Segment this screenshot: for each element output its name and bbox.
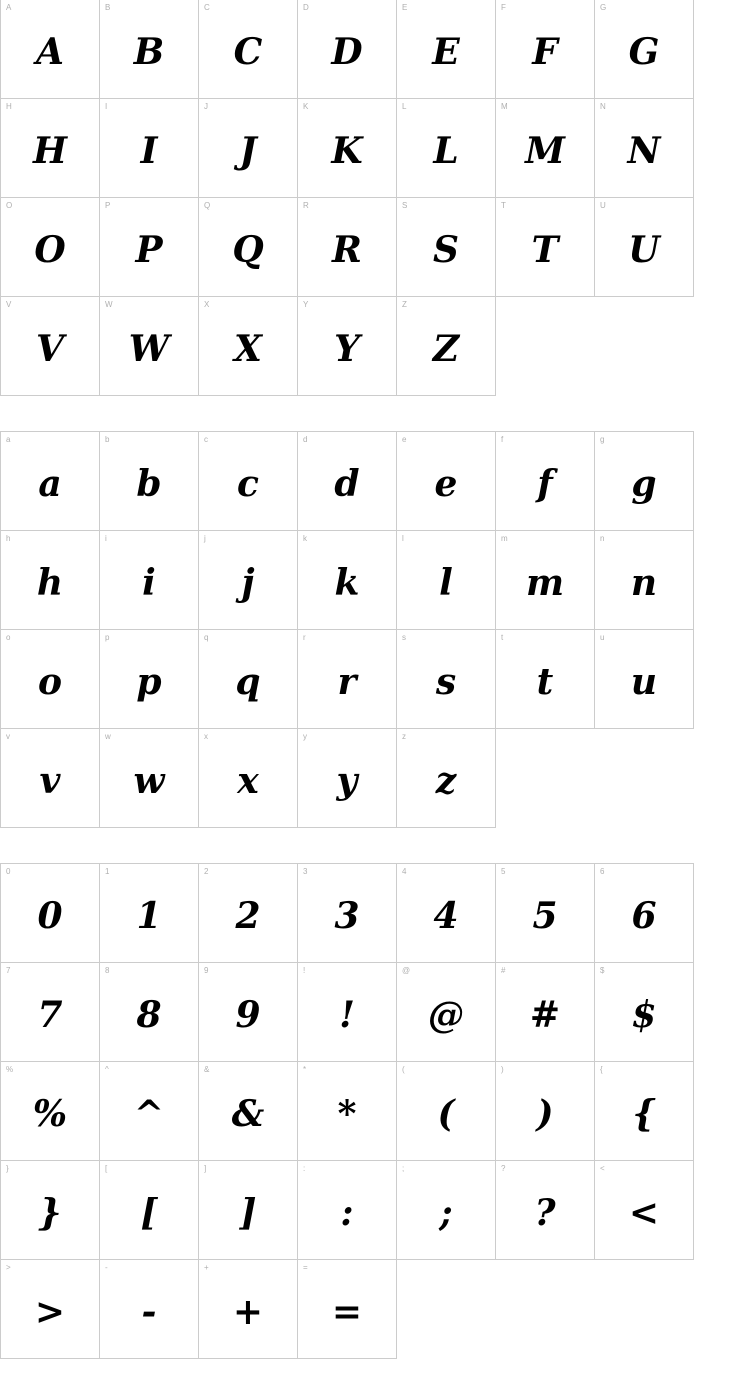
glyph-cell[interactable] bbox=[99, 1160, 199, 1260]
glyph-char-label: 1 bbox=[105, 867, 110, 876]
glyph-sample: - bbox=[141, 1291, 157, 1333]
glyph-char-label: y bbox=[303, 732, 307, 741]
glyph-cell[interactable] bbox=[0, 431, 100, 531]
glyph-sample: 3 bbox=[334, 895, 360, 937]
glyph-sample: # bbox=[529, 994, 561, 1036]
glyph-char-label: U bbox=[600, 201, 606, 210]
glyph-cell[interactable] bbox=[198, 1061, 298, 1161]
glyph-char-label: r bbox=[303, 633, 306, 642]
glyph-char-label: E bbox=[402, 3, 408, 12]
glyph-cell[interactable] bbox=[0, 197, 100, 297]
glyph-sample: } bbox=[38, 1192, 62, 1234]
glyph-char-label: v bbox=[6, 732, 10, 741]
glyph-char-label: S bbox=[402, 201, 408, 210]
glyph-sample: * bbox=[337, 1093, 357, 1135]
glyph-char-label: c bbox=[204, 435, 208, 444]
glyph-sample: f bbox=[537, 463, 553, 505]
glyph-sample: t bbox=[536, 661, 554, 703]
glyph-char-label: d bbox=[303, 435, 308, 444]
glyph-cell[interactable] bbox=[198, 728, 298, 828]
glyph-char-label: I bbox=[105, 102, 108, 111]
glyph-cell[interactable] bbox=[495, 1160, 595, 1260]
glyph-char-label: ( bbox=[402, 1065, 405, 1074]
glyph-char-label: W bbox=[105, 300, 113, 309]
glyph-cell[interactable] bbox=[198, 863, 298, 963]
glyph-sample: W bbox=[128, 328, 170, 370]
glyph-char-label: $ bbox=[600, 966, 605, 975]
glyph-row bbox=[0, 629, 740, 729]
glyph-cell[interactable] bbox=[0, 962, 100, 1062]
glyph-cell[interactable] bbox=[198, 1160, 298, 1260]
glyph-char-label: Y bbox=[303, 300, 309, 309]
glyph-sample: m bbox=[525, 562, 565, 604]
glyph-sample: S bbox=[433, 229, 459, 271]
glyph-row bbox=[0, 1061, 740, 1161]
glyph-sample: J bbox=[239, 130, 257, 172]
glyph-sample: K bbox=[331, 130, 363, 172]
glyph-char-label: > bbox=[6, 1263, 11, 1272]
glyph-sample: Z bbox=[432, 328, 460, 370]
glyph-cell[interactable] bbox=[396, 1061, 496, 1161]
glyph-cell[interactable] bbox=[297, 296, 397, 396]
glyph-row bbox=[0, 962, 740, 1062]
glyph-char-label: & bbox=[204, 1065, 210, 1074]
glyph-char-label: m bbox=[501, 534, 508, 543]
glyph-sample: n bbox=[630, 562, 658, 604]
glyph-cell[interactable] bbox=[297, 1061, 397, 1161]
glyph-cell[interactable] bbox=[396, 431, 496, 531]
glyph-sample: 5 bbox=[532, 895, 558, 937]
glyph-char-label: H bbox=[6, 102, 12, 111]
glyph-sample: ^ bbox=[133, 1093, 165, 1135]
glyph-char-label: u bbox=[600, 633, 605, 642]
glyph-row bbox=[0, 530, 740, 630]
glyph-sample: @ bbox=[428, 994, 464, 1036]
glyph-sample: L bbox=[433, 130, 459, 172]
glyph-cell[interactable] bbox=[198, 431, 298, 531]
glyph-char-label: t bbox=[501, 633, 504, 642]
glyph-char-label: R bbox=[303, 201, 309, 210]
glyph-char-label: = bbox=[303, 1263, 308, 1272]
glyph-cell[interactable] bbox=[594, 0, 694, 99]
glyph-cell[interactable] bbox=[198, 0, 298, 99]
glyph-char-label: 5 bbox=[501, 867, 506, 876]
glyph-cell[interactable] bbox=[396, 98, 496, 198]
glyph-char-label: o bbox=[6, 633, 11, 642]
glyph-cell[interactable] bbox=[198, 1259, 298, 1359]
glyph-char-label: 8 bbox=[105, 966, 110, 975]
glyph-sample: k bbox=[334, 562, 360, 604]
glyph-block-uppercase bbox=[0, 0, 740, 396]
glyph-cell[interactable] bbox=[198, 962, 298, 1062]
glyph-cell-empty bbox=[594, 728, 694, 828]
glyph-cell-empty bbox=[594, 296, 694, 396]
glyph-row bbox=[0, 863, 740, 963]
glyph-cell[interactable] bbox=[0, 1160, 100, 1260]
glyph-sample: r bbox=[337, 661, 357, 703]
glyph-char-label: # bbox=[501, 966, 506, 975]
glyph-sample: H bbox=[32, 130, 67, 172]
glyph-cell[interactable] bbox=[99, 1259, 199, 1359]
glyph-char-label: ; bbox=[402, 1164, 405, 1173]
glyph-cell[interactable] bbox=[495, 1061, 595, 1161]
glyph-sample: l bbox=[439, 562, 453, 604]
glyph-sample: ! bbox=[339, 994, 355, 1036]
glyph-cell[interactable] bbox=[495, 863, 595, 963]
glyph-cell[interactable] bbox=[297, 431, 397, 531]
glyph-cell[interactable] bbox=[297, 863, 397, 963]
glyph-char-label: z bbox=[402, 732, 406, 741]
glyph-cell[interactable] bbox=[297, 98, 397, 198]
glyph-sample: I bbox=[140, 130, 158, 172]
glyph-cell[interactable] bbox=[396, 629, 496, 729]
glyph-char-label: l bbox=[402, 534, 404, 543]
glyph-sample: d bbox=[334, 463, 360, 505]
glyph-cell[interactable] bbox=[495, 629, 595, 729]
glyph-sample: V bbox=[36, 328, 64, 370]
glyph-char-label: ? bbox=[501, 1164, 506, 1173]
glyph-sample: b bbox=[136, 463, 162, 505]
glyph-char-label: 4 bbox=[402, 867, 407, 876]
glyph-cell-empty bbox=[396, 1259, 496, 1359]
glyph-cell[interactable] bbox=[594, 863, 694, 963]
glyph-sample: q bbox=[235, 661, 261, 703]
glyph-char-label: M bbox=[501, 102, 508, 111]
glyph-char-label: - bbox=[105, 1263, 108, 1272]
glyph-sample: T bbox=[531, 229, 559, 271]
glyph-cell[interactable] bbox=[396, 962, 496, 1062]
glyph-sample: N bbox=[627, 130, 661, 172]
glyph-char-label: K bbox=[303, 102, 309, 111]
glyph-char-label: } bbox=[6, 1164, 9, 1173]
glyph-char-label: P bbox=[105, 201, 111, 210]
glyph-char-label: N bbox=[600, 102, 606, 111]
glyph-sample: u bbox=[630, 661, 658, 703]
glyph-sample: & bbox=[231, 1093, 265, 1135]
glyph-sample: v bbox=[39, 760, 61, 802]
glyph-sample: p bbox=[136, 661, 162, 703]
glyph-sample: o bbox=[37, 661, 62, 703]
glyph-cell[interactable] bbox=[396, 530, 496, 630]
glyph-cell[interactable] bbox=[198, 296, 298, 396]
glyph-char-label: [ bbox=[105, 1164, 108, 1173]
glyph-sample: ) bbox=[536, 1093, 554, 1135]
glyph-char-label: % bbox=[6, 1065, 14, 1074]
glyph-cell[interactable] bbox=[99, 98, 199, 198]
glyph-char-label: b bbox=[105, 435, 110, 444]
glyph-sample: C bbox=[233, 31, 263, 73]
glyph-sample: j bbox=[241, 562, 255, 604]
glyph-char-label: ! bbox=[303, 966, 306, 975]
glyph-cell[interactable] bbox=[297, 0, 397, 99]
glyph-char-label: j bbox=[204, 534, 206, 543]
glyph-cell[interactable] bbox=[396, 0, 496, 99]
glyph-sample: 6 bbox=[631, 895, 657, 937]
glyph-cell[interactable] bbox=[99, 197, 199, 297]
glyph-sample: M bbox=[525, 130, 565, 172]
glyph-char-label: Z bbox=[402, 300, 407, 309]
block-spacer bbox=[0, 828, 740, 864]
glyph-cell[interactable] bbox=[594, 98, 694, 198]
glyph-sample: E bbox=[432, 31, 460, 73]
glyph-char-label: f bbox=[501, 435, 504, 444]
glyph-cell-empty bbox=[594, 1259, 694, 1359]
glyph-sample: 2 bbox=[235, 895, 261, 937]
glyph-cell[interactable] bbox=[297, 530, 397, 630]
glyph-sample: X bbox=[234, 328, 262, 370]
glyph-cell[interactable] bbox=[99, 431, 199, 531]
glyph-row bbox=[0, 1259, 740, 1359]
glyph-char-label: G bbox=[600, 3, 607, 12]
glyph-char-label: e bbox=[402, 435, 407, 444]
glyph-sample: g bbox=[631, 463, 657, 505]
glyph-cell[interactable] bbox=[198, 629, 298, 729]
glyph-cell[interactable] bbox=[594, 1061, 694, 1161]
glyph-cell[interactable] bbox=[495, 0, 595, 99]
glyph-row bbox=[0, 296, 740, 396]
glyph-char-label: C bbox=[204, 3, 210, 12]
glyph-char-label: ) bbox=[501, 1065, 504, 1074]
glyph-row bbox=[0, 0, 740, 99]
glyph-sample: D bbox=[331, 31, 363, 73]
glyph-cell[interactable] bbox=[198, 98, 298, 198]
glyph-char-label: 7 bbox=[6, 966, 11, 975]
glyph-cell[interactable] bbox=[99, 962, 199, 1062]
glyph-cell[interactable] bbox=[594, 1160, 694, 1260]
glyph-cell[interactable] bbox=[99, 0, 199, 99]
glyph-cell[interactable] bbox=[396, 1160, 496, 1260]
glyph-row bbox=[0, 98, 740, 198]
glyph-cell[interactable] bbox=[0, 98, 100, 198]
glyph-sample: F bbox=[532, 31, 558, 73]
glyph-sample: G bbox=[628, 31, 660, 73]
glyph-cell-empty bbox=[495, 296, 595, 396]
glyph-sample: Q bbox=[232, 229, 264, 271]
glyph-char-label: { bbox=[600, 1065, 603, 1074]
glyph-cell[interactable] bbox=[594, 962, 694, 1062]
glyph-char-label: g bbox=[600, 435, 605, 444]
glyph-sample: Y bbox=[334, 328, 360, 370]
glyph-char-label: B bbox=[105, 3, 111, 12]
glyph-char-label: x bbox=[204, 732, 208, 741]
glyph-cell[interactable] bbox=[297, 629, 397, 729]
glyph-sample: : bbox=[340, 1192, 354, 1234]
glyph-char-label: n bbox=[600, 534, 605, 543]
glyph-cell[interactable] bbox=[495, 530, 595, 630]
glyph-sample: 1 bbox=[136, 895, 162, 937]
glyph-char-label: : bbox=[303, 1164, 306, 1173]
glyph-char-label: D bbox=[303, 3, 309, 12]
glyph-cell[interactable] bbox=[594, 629, 694, 729]
glyph-sample: e bbox=[434, 463, 458, 505]
glyph-char-label: h bbox=[6, 534, 11, 543]
glyph-sample: ; bbox=[439, 1192, 453, 1234]
glyph-sample: a bbox=[38, 463, 62, 505]
glyph-char-label: < bbox=[600, 1164, 605, 1173]
glyph-char-label: w bbox=[105, 732, 111, 741]
glyph-sample: s bbox=[435, 661, 457, 703]
glyph-sample: 9 bbox=[235, 994, 261, 1036]
glyph-sample: h bbox=[36, 562, 64, 604]
glyph-sample: c bbox=[237, 463, 259, 505]
glyph-char-label: s bbox=[402, 633, 406, 642]
glyph-char-label: ^ bbox=[105, 1065, 109, 1074]
glyph-sample: % bbox=[32, 1093, 68, 1135]
glyph-cell[interactable] bbox=[594, 431, 694, 531]
glyph-cell[interactable] bbox=[99, 1061, 199, 1161]
glyph-sample: [ bbox=[140, 1192, 158, 1234]
glyph-sample: B bbox=[133, 31, 165, 73]
glyph-cell-empty bbox=[495, 728, 595, 828]
glyph-sample: = bbox=[331, 1291, 363, 1333]
glyph-char-label: q bbox=[204, 633, 209, 642]
glyph-cell[interactable] bbox=[99, 629, 199, 729]
block-spacer bbox=[0, 396, 740, 432]
glyph-char-label: 9 bbox=[204, 966, 209, 975]
glyph-cell[interactable] bbox=[99, 296, 199, 396]
glyph-char-label: k bbox=[303, 534, 307, 543]
glyph-cell[interactable] bbox=[297, 962, 397, 1062]
glyph-cell[interactable] bbox=[99, 863, 199, 963]
glyph-char-label: p bbox=[105, 633, 110, 642]
glyph-char-label: Q bbox=[204, 201, 211, 210]
glyph-cell[interactable] bbox=[396, 728, 496, 828]
glyph-cell[interactable] bbox=[297, 1259, 397, 1359]
glyph-sample: 0 bbox=[37, 895, 63, 937]
glyph-cell[interactable] bbox=[0, 1061, 100, 1161]
glyph-sample: ? bbox=[534, 1192, 556, 1234]
glyph-char-label: L bbox=[402, 102, 407, 111]
glyph-row bbox=[0, 431, 740, 531]
glyph-char-label: F bbox=[501, 3, 506, 12]
glyph-row bbox=[0, 1160, 740, 1260]
glyph-char-label: T bbox=[501, 201, 506, 210]
glyph-cell[interactable] bbox=[297, 1160, 397, 1260]
glyph-sample: > bbox=[34, 1291, 66, 1333]
glyph-cell[interactable] bbox=[99, 728, 199, 828]
glyph-cell[interactable] bbox=[198, 197, 298, 297]
glyph-sample: + bbox=[232, 1291, 264, 1333]
glyph-cell[interactable] bbox=[0, 1259, 100, 1359]
glyph-sample: R bbox=[332, 229, 362, 271]
glyph-cell[interactable] bbox=[0, 728, 100, 828]
glyph-sample: y bbox=[336, 760, 358, 802]
glyph-row bbox=[0, 197, 740, 297]
glyph-block-lowercase bbox=[0, 431, 740, 828]
glyph-char-label: V bbox=[6, 300, 12, 309]
glyph-char-label: J bbox=[204, 102, 208, 111]
glyph-sample: < bbox=[628, 1192, 660, 1234]
glyph-cell[interactable] bbox=[0, 629, 100, 729]
glyph-char-label: X bbox=[204, 300, 210, 309]
glyph-sample: i bbox=[142, 562, 156, 604]
glyph-char-label: ] bbox=[204, 1164, 207, 1173]
glyph-cell[interactable] bbox=[0, 530, 100, 630]
glyph-cell-empty bbox=[495, 1259, 595, 1359]
glyph-char-label: 3 bbox=[303, 867, 308, 876]
glyph-cell[interactable] bbox=[0, 296, 100, 396]
glyph-cell[interactable] bbox=[0, 863, 100, 963]
glyph-char-label: 0 bbox=[6, 867, 11, 876]
glyph-sample: { bbox=[632, 1093, 656, 1135]
glyph-char-label: A bbox=[6, 3, 12, 12]
glyph-sample: 4 bbox=[433, 895, 459, 937]
glyph-cell[interactable] bbox=[594, 197, 694, 297]
glyph-cell[interactable] bbox=[495, 98, 595, 198]
glyph-block-digits-and-symbols bbox=[0, 863, 740, 1359]
glyph-cell[interactable] bbox=[396, 197, 496, 297]
glyph-sample: ] bbox=[239, 1192, 257, 1234]
glyph-cell[interactable] bbox=[594, 530, 694, 630]
glyph-cell[interactable] bbox=[495, 962, 595, 1062]
glyph-sample: w bbox=[133, 760, 165, 802]
glyph-cell[interactable] bbox=[396, 296, 496, 396]
glyph-row bbox=[0, 728, 740, 828]
glyph-cell[interactable] bbox=[297, 728, 397, 828]
glyph-cell[interactable] bbox=[99, 530, 199, 630]
glyph-sample: 7 bbox=[37, 994, 63, 1036]
glyph-char-label: 6 bbox=[600, 867, 605, 876]
glyph-sample: 8 bbox=[136, 994, 162, 1036]
glyph-cell[interactable] bbox=[495, 197, 595, 297]
glyph-cell[interactable] bbox=[396, 863, 496, 963]
glyph-sample: A bbox=[36, 31, 64, 73]
glyph-sample: $ bbox=[631, 994, 657, 1036]
glyph-char-label: + bbox=[204, 1263, 209, 1272]
glyph-cell[interactable] bbox=[495, 431, 595, 531]
glyph-char-label: @ bbox=[402, 966, 411, 975]
glyph-char-label: a bbox=[6, 435, 11, 444]
glyph-cell[interactable] bbox=[0, 0, 100, 99]
glyph-char-label: * bbox=[303, 1065, 307, 1074]
glyph-sample: P bbox=[135, 229, 163, 271]
glyph-sample: O bbox=[34, 229, 66, 271]
glyph-cell[interactable] bbox=[297, 197, 397, 297]
glyph-char-label: i bbox=[105, 534, 107, 543]
glyph-cell[interactable] bbox=[198, 530, 298, 630]
glyph-sample: U bbox=[628, 229, 660, 271]
glyph-sample: ( bbox=[437, 1093, 455, 1135]
glyph-sample: x bbox=[237, 760, 259, 802]
glyph-char-label: O bbox=[6, 201, 13, 210]
glyph-sample: z bbox=[435, 760, 457, 802]
glyph-char-label: 2 bbox=[204, 867, 209, 876]
